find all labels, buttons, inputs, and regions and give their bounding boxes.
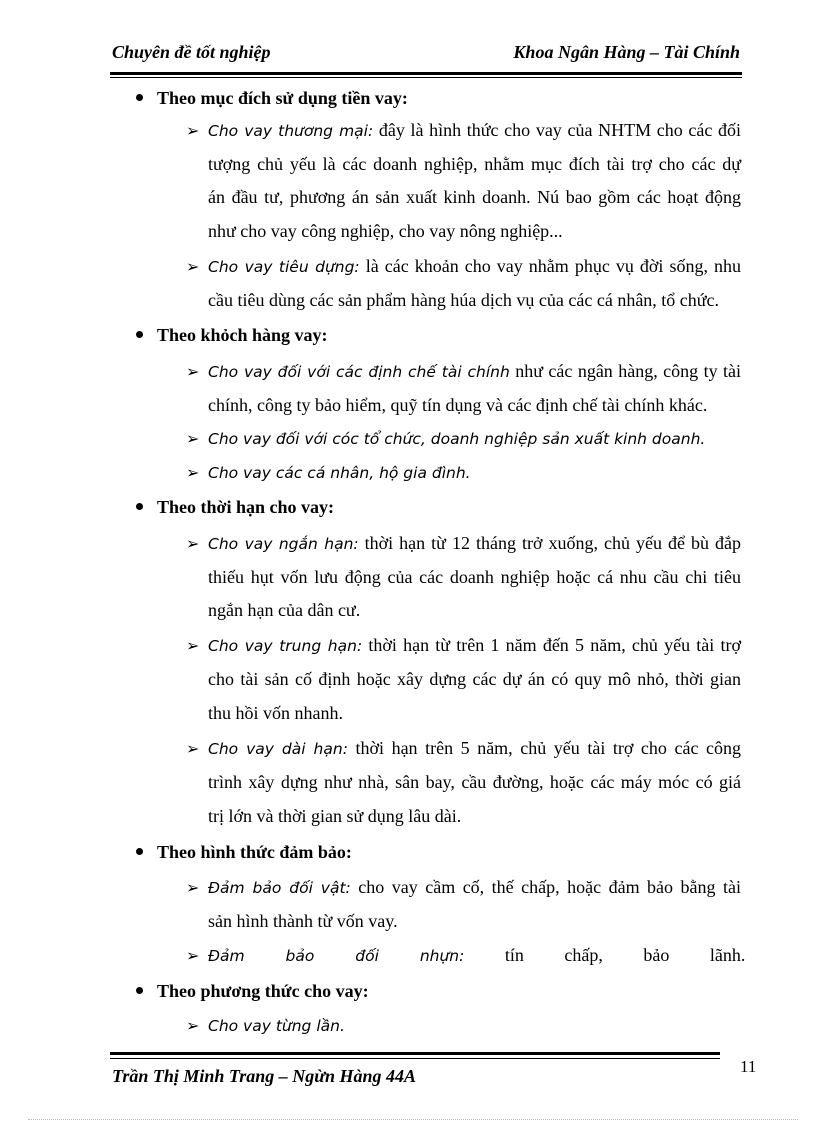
arrow-right-icon: ➢ bbox=[186, 431, 200, 448]
header-left: Chuyên đề tốt nghiệp bbox=[112, 42, 271, 62]
list-item: ➢ Cho vay đối với các định chế tài chính như các ngân hàng, công ty tài bbox=[186, 361, 741, 381]
list-item-continuation: sản hình thành từ vốn vay. bbox=[208, 911, 398, 931]
arrow-right-icon: ➢ bbox=[186, 880, 200, 897]
list-item-continuation: án đầu tư, phương án sản xuất kinh doanh. Nú bao gồm các hoạt động bbox=[208, 187, 741, 207]
arrow-right-icon: ➢ bbox=[186, 948, 200, 965]
list-item-continuation: tượng chủ yếu là các doanh nghiệp, nhằm mục đích tài trợ cho các dự bbox=[208, 154, 741, 174]
list-item: ➢ Cho vay từng lần. bbox=[186, 1017, 345, 1035]
arrow-right-icon: ➢ bbox=[186, 123, 200, 140]
list-item-continuation: trị lớn và thời gian sử dụng lâu dài. bbox=[208, 806, 462, 826]
section-heading: Theo hình thức đảm bảo: bbox=[136, 842, 352, 863]
page-edge-dotted bbox=[28, 1119, 798, 1120]
bullet-dot-icon bbox=[136, 848, 143, 855]
list-item-continuation: cho tài sản cố định hoặc xây dựng các dự án có quy mô nhỏ, thời gian bbox=[208, 669, 741, 689]
list-item: ➢ Cho vay đối với cóc tổ chức, doanh nghiệp sản xuất kinh doanh. bbox=[186, 430, 706, 448]
arrow-right-icon: ➢ bbox=[186, 638, 200, 655]
list-item: ➢ Đảm bảo đối vật: cho vay cầm cố, thế chấp, hoặc đảm bảo bằng tài bbox=[186, 877, 742, 897]
list-item-continuation: chính, công ty bảo hiểm, quỹ tín dụng và các định chế tài chính khác. bbox=[208, 395, 708, 415]
bullet-dot-icon bbox=[136, 503, 143, 510]
list-item-continuation: thiếu hụt vốn lưu động của các doanh nghiệp hoặc cá nhu cầu chi tiêu bbox=[208, 567, 741, 587]
bullet-dot-icon bbox=[136, 987, 143, 994]
list-item: ➢ Cho vay thương mại: đây là hình thức cho vay của NHTM cho các đối bbox=[186, 120, 741, 140]
list-item: ➢ Cho vay trung hạn: thời hạn từ trên 1 năm đến 5 năm, chủ yếu tài trợ bbox=[186, 635, 741, 655]
list-item: ➢ Đảm bảo đối nhựn: tín chấp, bảo lãnh. bbox=[186, 945, 746, 965]
arrow-right-icon: ➢ bbox=[186, 536, 200, 553]
arrow-right-icon: ➢ bbox=[186, 741, 200, 758]
arrow-right-icon: ➢ bbox=[186, 259, 200, 276]
list-item-continuation: trình xây dựng như nhà, sân bay, cầu đường, hoặc các máy móc có giá bbox=[208, 772, 741, 792]
list-item-continuation: cầu tiêu dùng các sản phẩm hàng húa dịch vụ của các cá nhân, tổ chức. bbox=[208, 290, 720, 310]
list-item-continuation: thu hồi vốn nhanh. bbox=[208, 703, 343, 723]
bullet-dot-icon bbox=[136, 331, 143, 338]
list-item: ➢ Cho vay tiêu dựng: là các khoản cho vay nhằm phục vụ đời sống, nhu bbox=[186, 256, 741, 276]
arrow-right-icon: ➢ bbox=[186, 364, 200, 381]
header-rule-thin bbox=[110, 77, 742, 78]
list-item: ➢ Cho vay ngắn hạn: thời hạn từ 12 tháng trở xuống, chủ yếu để bù đắp bbox=[186, 533, 741, 553]
section-heading: Theo phương thức cho vay: bbox=[136, 981, 369, 1002]
page-number: 11 bbox=[740, 1057, 757, 1076]
section-heading: Theo mục đích sử dụng tiền vay: bbox=[136, 88, 408, 109]
list-item-continuation: như cho vay công nghiệp, cho vay nông nghiệp... bbox=[208, 221, 563, 241]
header-rule bbox=[110, 72, 742, 75]
bullet-dot-icon bbox=[136, 94, 143, 101]
footer-author: Trần Thị Minh Trang – Ngừn Hàng 44A bbox=[112, 1066, 417, 1086]
list-item: ➢ Cho vay các cá nhân, hộ gia đình. bbox=[186, 464, 471, 482]
section-heading: Theo thời hạn cho vay: bbox=[136, 497, 334, 518]
list-item: ➢ Cho vay dài hạn: thời hạn trên 5 năm, chủ yếu tài trợ cho các công bbox=[186, 738, 741, 758]
page-header bbox=[112, 42, 740, 68]
section-heading: Theo khỏch hàng vay: bbox=[136, 325, 328, 346]
header-right: Khoa Ngân Hàng – Tài Chính bbox=[513, 42, 740, 62]
footer-rule bbox=[110, 1052, 720, 1055]
list-item-continuation: ngắn hạn của dân cư. bbox=[208, 600, 361, 620]
arrow-right-icon: ➢ bbox=[186, 1018, 200, 1035]
footer-rule-thin bbox=[110, 1058, 720, 1059]
arrow-right-icon: ➢ bbox=[186, 465, 200, 482]
